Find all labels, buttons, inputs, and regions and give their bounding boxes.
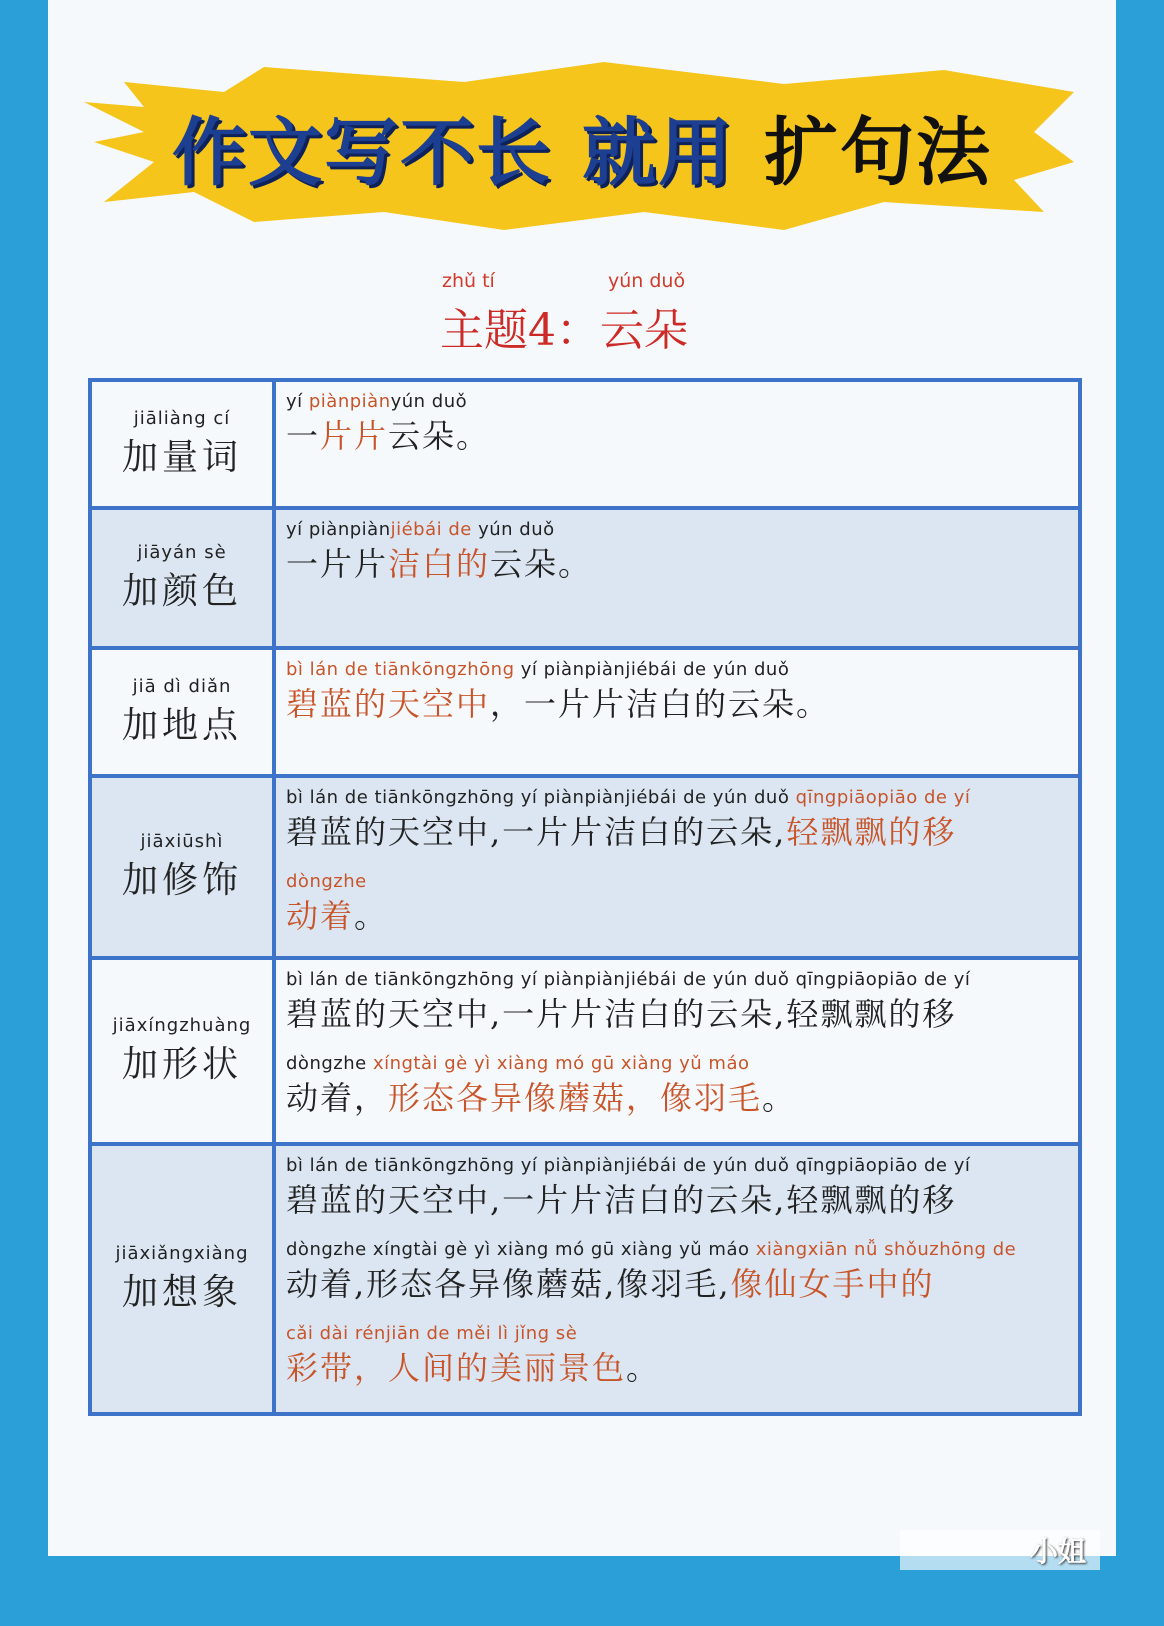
sentence-text: 动着,形态各异像蘑菇,像羽毛, xyxy=(286,1265,731,1303)
method-label-text: 加地点 xyxy=(121,705,242,746)
method-label-text: 加颜色 xyxy=(121,571,242,612)
sentence-text: 碧蓝的天空中,一片片洁白的云朵, xyxy=(286,813,787,851)
example-sentence-cell xyxy=(274,648,1080,776)
pinyin-highlight: xíngtài gè yì xiàng mó gū xiàng yǔ máo xyxy=(372,1053,750,1074)
pinyin-line xyxy=(286,968,1068,992)
method-label-cell xyxy=(90,508,274,648)
pinyin-text: bì lán de tiānkōngzhōng yí piànpiànjiébái de yún duǒ qīngpiāopiāo de yí xyxy=(286,1155,971,1176)
banner-title-part3: 扩句法 xyxy=(764,110,992,196)
pinyin-line xyxy=(286,1322,1068,1346)
method-label-pinyin: jiāliàng cí xyxy=(133,408,231,429)
pinyin-highlight: jiébái de xyxy=(390,519,479,540)
topic-pinyin-1: zhǔ tí xyxy=(442,270,495,292)
topic-pinyin-2: yún duǒ xyxy=(608,270,686,292)
pinyin-highlight: dòngzhe xyxy=(286,871,367,892)
sentence-line xyxy=(286,1076,1068,1122)
table-row xyxy=(90,380,1080,508)
table-row xyxy=(90,958,1080,1144)
added-phrase: 片片 xyxy=(320,417,389,455)
method-label-text: 加修饰 xyxy=(121,860,242,901)
method-label-cell xyxy=(90,958,274,1144)
sentence-text: 碧蓝的天空中,一片片洁白的云朵,轻飘飘的移 xyxy=(286,995,957,1033)
title-banner xyxy=(84,62,1080,232)
added-phrase: 动着 xyxy=(286,897,355,935)
sentence-text: 云朵。 xyxy=(388,417,491,455)
table-row xyxy=(90,776,1080,958)
banner-title-part2: 就用 xyxy=(582,110,734,196)
method-label-cell xyxy=(90,776,274,958)
table-row xyxy=(90,508,1080,648)
pinyin-text: dòngzhe xíngtài gè yì xiàng mó gū xiàng yǔ máo xyxy=(286,1239,756,1260)
pinyin-text: yí piànpiàn xyxy=(286,519,391,540)
pinyin-text: yí xyxy=(286,391,309,412)
method-label-pinyin: jiāxiǎngxiàng xyxy=(115,1243,249,1264)
sentence-text: ，一片片洁白的云朵。 xyxy=(490,685,831,723)
sentence-line xyxy=(286,1346,1068,1392)
sentence-line xyxy=(286,1262,1068,1308)
added-phrase: 形态各异像蘑菇，像羽毛 xyxy=(388,1079,763,1117)
pinyin-line xyxy=(286,786,1068,810)
table-row xyxy=(90,1144,1080,1414)
pinyin-text: yún duǒ xyxy=(478,519,555,540)
method-label-cell xyxy=(90,380,274,508)
sentence-text: 。 xyxy=(762,1079,797,1117)
banner-title-part1: 作文写不长 xyxy=(172,110,552,196)
example-sentence-cell xyxy=(274,776,1080,958)
sentence-text: 一 xyxy=(286,417,321,455)
example-sentence-cell xyxy=(274,380,1080,508)
pinyin-highlight: qīngpiāopiāo de yí xyxy=(795,787,971,808)
added-phrase: 洁白的 xyxy=(388,545,491,583)
sentence-text: 。 xyxy=(626,1349,661,1387)
topic-heading xyxy=(440,270,760,356)
pinyin-text: bì lán de tiānkōngzhōng yí piànpiànjiébái de yún duǒ xyxy=(286,787,796,808)
sentence-text: 碧蓝的天空中,一片片洁白的云朵,轻飘飘的移 xyxy=(286,1181,957,1219)
topic-label: 主题4：云朵 xyxy=(440,305,688,356)
pinyin-text: yún duǒ xyxy=(390,391,468,412)
sentence-text: 一片片 xyxy=(286,545,389,583)
added-phrase: 碧蓝的天空中 xyxy=(286,685,491,723)
method-label-pinyin: jiāxiūshì xyxy=(140,831,224,852)
method-label-text: 加形状 xyxy=(121,1044,242,1085)
sentence-line xyxy=(286,894,1068,940)
pinyin-line xyxy=(286,518,1068,542)
method-label-text: 加想象 xyxy=(121,1272,242,1313)
sentence-text: 动着， xyxy=(286,1079,389,1117)
sentence-text: 。 xyxy=(354,897,389,935)
example-sentence-cell xyxy=(274,508,1080,648)
example-sentence-cell xyxy=(274,958,1080,1144)
method-label-cell xyxy=(90,1144,274,1414)
pinyin-line xyxy=(286,1238,1068,1262)
example-sentence-cell xyxy=(274,1144,1080,1414)
pinyin-highlight: cǎi dài rénjiān de měi lì jǐng sè xyxy=(286,1323,578,1344)
added-phrase: 轻飘飘的移 xyxy=(786,813,957,851)
pinyin-text: bì lán de tiānkōngzhōng yí piànpiànjiébái de yún duǒ qīngpiāopiāo de yí xyxy=(286,969,971,990)
banner-title xyxy=(84,62,1080,232)
sentence-line xyxy=(286,414,1068,460)
method-label-cell xyxy=(90,648,274,776)
pinyin-highlight: bì lán de tiānkōngzhōng xyxy=(286,659,521,680)
pinyin-line xyxy=(286,1052,1068,1076)
pinyin-line xyxy=(286,1154,1068,1178)
pinyin-text: yí piànpiànjiébái de yún duǒ xyxy=(520,659,790,680)
sentence-line xyxy=(286,992,1068,1038)
expansion-table xyxy=(88,378,1082,1416)
method-label-text: 加量词 xyxy=(121,437,242,478)
watermark-text: 小姐 xyxy=(1030,1535,1087,1568)
sentence-line xyxy=(286,1178,1068,1224)
method-label-pinyin: jiāxíngzhuàng xyxy=(112,1015,252,1036)
pinyin-line xyxy=(286,390,1068,414)
method-label-pinyin: jiā dì diǎn xyxy=(132,676,232,697)
pinyin-highlight: piànpiàn xyxy=(308,391,391,412)
pinyin-line xyxy=(286,658,1068,682)
added-phrase: 像仙女手中的 xyxy=(730,1265,935,1303)
sentence-line xyxy=(286,810,1068,856)
method-label-pinyin: jiāyán sè xyxy=(137,542,227,563)
sentence-line xyxy=(286,682,1068,728)
sentence-text: 云朵。 xyxy=(490,545,593,583)
sentence-line xyxy=(286,542,1068,588)
table-row xyxy=(90,648,1080,776)
pinyin-line xyxy=(286,870,1068,894)
pinyin-text: dòngzhe xyxy=(286,1053,373,1074)
added-phrase: 彩带，人间的美丽景色 xyxy=(286,1349,627,1387)
pinyin-highlight: xiàngxiān nǚ shǒuzhōng de xyxy=(755,1239,1017,1260)
